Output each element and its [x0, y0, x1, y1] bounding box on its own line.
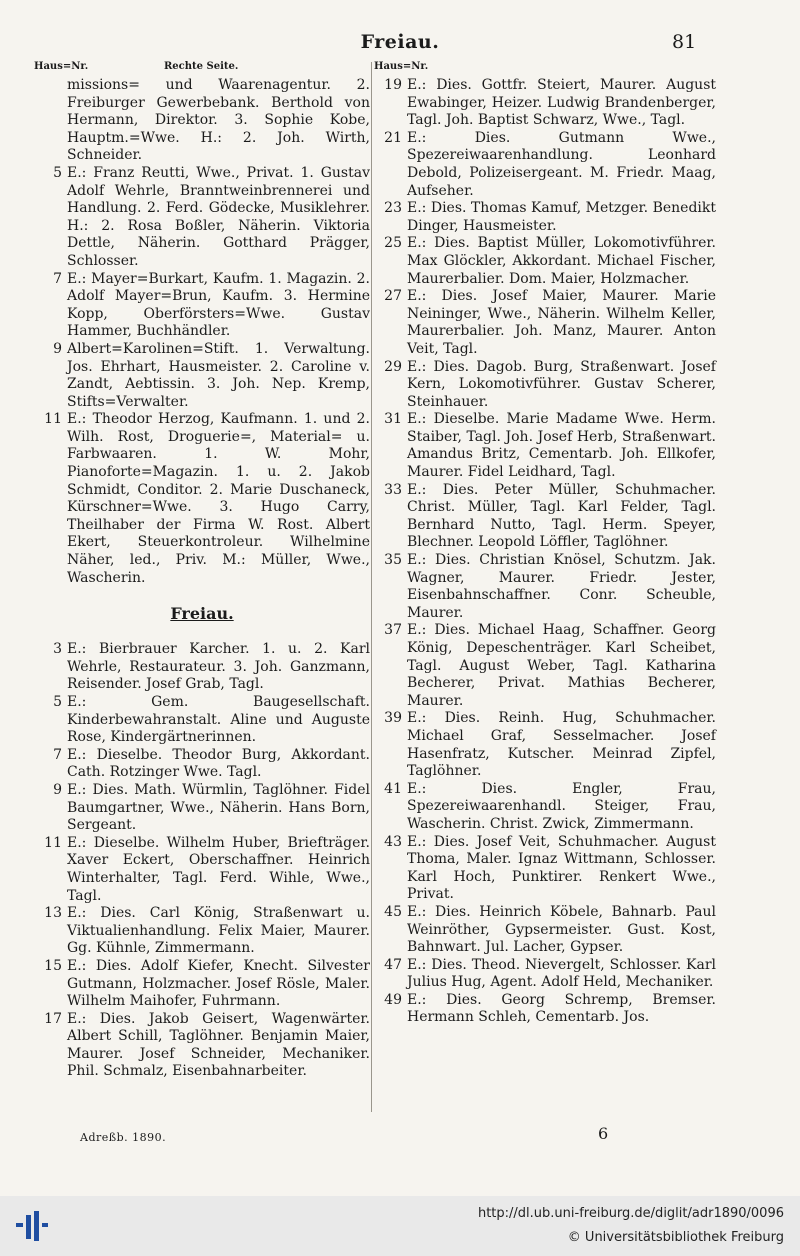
address-entry: [374, 482, 716, 552]
entry-text: E.: Dies. Josef Maier, Maurer. Marie Neininger, Wwe., Näherin. Wilhelm Keller, Maurerbalier. Joh. Manz, Maurer. Anton Veit, Tagl.: [407, 288, 716, 357]
entry-text: E.: Dies. Math. Würmlin, Taglöhner. Fidel Baumgartner, Wwe., Näherin. Hans Born, Sergeant.: [67, 781, 370, 834]
house-number: 25: [384, 235, 402, 252]
address-entry: [34, 782, 370, 835]
left-entries-bottom: [34, 641, 370, 1081]
house-number: 33: [384, 481, 402, 498]
house-number: 7: [53, 746, 62, 763]
entry-text: E.: Dies. Michael Haag, Schaffner. Georg König, Depeschenträger. Karl Scheibet, Tagl. August Weber, Tagl. Katharina Becherer, Privat. Mathias Becherer, Maurer.: [407, 622, 716, 709]
house-number-label: Haus=Nr.: [374, 61, 429, 72]
house-number: 17: [44, 1010, 62, 1027]
address-entry: [34, 77, 370, 165]
address-entry: [374, 710, 716, 780]
entry-text: E.: Dies. Gottfr. Steiert, Maurer. August Ewabinger, Heizer. Ludwig Brandenberger, Tagl. Joh. Baptist Schwarz, Wwe., Tagl.: [407, 77, 716, 129]
entry-text: E.: Dies. Engler, Frau, Spezereiwaarenhandl. Steiger, Frau, Wascherin. Christ. Zwick, Zimmermann.: [407, 780, 716, 832]
house-number: 47: [384, 956, 402, 973]
entry-text: E.: Bierbrauer Karcher. 1. u. 2. Karl Wehrle, Restaurateur. 3. Joh. Ganzmann, Reisender. Josef Grab, Tagl.: [67, 641, 370, 693]
left-column: [34, 61, 370, 1081]
address-entry: [374, 288, 716, 358]
address-entry: [34, 641, 370, 694]
entry-text: E.: Dies. Peter Müller, Schuhmacher. Christ. Müller, Tagl. Karl Felder, Tagl. Bernhard Nutto, Tagl. Herm. Speyer, Blechner. Leopold Löffler, Taglöhner.: [407, 481, 716, 551]
house-number: 41: [384, 780, 402, 797]
left-column-header: [34, 61, 370, 77]
page-number: 81: [672, 31, 697, 53]
footer-sheet-number: 6: [598, 1124, 609, 1143]
address-entry: [34, 341, 370, 411]
entry-text: E.: Dies. Gutmann Wwe., Spezereiwaarenhandlung. Leonhard Debold, Polizeisergeant. M. Friedr. Maag, Aufseher.: [407, 129, 716, 199]
entry-text: E.: Dieselbe. Theodor Burg, Akkordant. Cath. Rotzinger Wwe. Tagl.: [67, 746, 370, 781]
address-entry: [374, 957, 716, 992]
page-title: Freiau.: [360, 31, 440, 53]
house-number: 15: [44, 957, 62, 974]
house-number: 11: [44, 411, 62, 428]
entry-text: E.: Dies. Theod. Nievergelt, Schlosser. Karl Julius Hug, Agent. Adolf Held, Mechaniker.: [407, 956, 716, 991]
entry-text: E.: Dies. Reinh. Hug, Schuhmacher. Michael Graf, Sesselmacher. Josef Hasenfratz, Kutscher. Meinrad Zipfel, Taglöhner.: [407, 710, 716, 780]
entry-text: missions= und Waarenagentur. 2. Freiburger Gewerbebank. Berthold von Hermann, Direktor. 3. Sophie Kobe, Hauptm.=Wwe. H.: 2. Joh. Wirth, Schneider.: [67, 77, 370, 164]
entry-text: E.: Gem. Baugesellschaft. Kinderbewahranstalt. Aline und Auguste Rose, Kindergärtnerinnen.: [67, 694, 370, 746]
address-entry: [34, 411, 370, 587]
house-number: 23: [384, 200, 402, 217]
house-number: 7: [53, 270, 62, 287]
entry-text: E.: Dies. Dagob. Burg, Straßenwart. Josef Kern, Lokomotivführer. Gustav Scherer, Steinhauer.: [407, 358, 716, 410]
entry-text: E.: Theodor Herzog, Kaufmann. 1. und 2. Wilh. Rost, Droguerie=, Material= u. Farbwaaren. 1. W. Mohr, Pianoforte=Magazin. 1. u. 2. Jakob Schmidt, Conditor. 2. Marie Duschaneck, Kürschner=Wwe. 3. Hugo Carry, Theilhaber der Firma W. Rost. Albert Ekert, Steuerkontroleur. Wilhelmine Näher, led., Priv. M.: Müller, Wwe., Wascherin.: [67, 411, 370, 586]
house-number: 31: [384, 411, 402, 428]
ub-freiburg-logo-icon[interactable]: [14, 1209, 50, 1243]
entry-text: E.: Dies. Adolf Kiefer, Knecht. Silvester Gutmann, Holzmacher. Josef Rösle, Maler. Wilhelm Maihofer, Fuhrmann.: [67, 957, 370, 1010]
entry-text: Albert=Karolinen=Stift. 1. Verwaltung. Jos. Ehrhart, Hausmeister. 2. Caroline v. Zandt, Aebtissin. 3. Joh. Nep. Kremp, Stifts=Verwalter.: [67, 340, 370, 410]
house-number: 45: [384, 903, 402, 920]
house-number: 27: [384, 288, 402, 305]
house-number: 5: [53, 164, 62, 181]
side-label: Rechte Seite.: [164, 61, 239, 72]
address-entry: [374, 781, 716, 834]
entry-text: E.: Dies. Baptist Müller, Lokomotivführer. Max Glöckler, Akkordant. Michael Fischer, Maurerbalier. Dom. Maier, Holzmacher.: [407, 235, 716, 287]
address-entry: [374, 552, 716, 622]
address-entry: [34, 905, 370, 958]
entry-text: E.: Dies. Christian Knösel, Schutzm. Jak. Wagner, Maurer. Friedr. Jester, Eisenbahnschaffner. Conr. Scheuble, Maurer.: [407, 552, 716, 621]
house-number: 43: [384, 833, 402, 850]
address-entry: [34, 1011, 370, 1081]
house-number: 5: [53, 694, 62, 710]
entry-text: E.: Dies. Heinrich Köbele, Bahnarb. Paul Weinröther, Gypsermeister. Gust. Kost, Bahnwart. Jul. Lacher, Gypser.: [407, 903, 716, 956]
entry-text: E.: Franz Reutti, Wwe., Privat. 1. Gustav Adolf Wehrle, Branntweinbrennerei und Handlung. 2. Ferd. Gödecke, Musiklehrer. H.: 2. Rosa Boßler, Näherin. Viktoria Dettle, Näherin. Gotthard Prägger, Schlosser.: [67, 164, 370, 269]
footer-signature: Adreßb. 1890.: [80, 1131, 167, 1144]
house-number: 13: [44, 905, 62, 922]
right-entries: [374, 77, 716, 1027]
address-entry: [374, 622, 716, 710]
entry-text: E.: Dieselbe. Wilhelm Huber, Briefträger. Xaver Eckert, Oberschaffner. Heinrich Winterhalter, Tagl. Ferd. Wihle, Wwe., Tagl.: [67, 834, 370, 904]
address-entry: [374, 200, 716, 235]
address-entry: [374, 992, 716, 1027]
house-number: 37: [384, 622, 402, 639]
house-number-label: Haus=Nr.: [34, 61, 89, 72]
address-entry: [374, 834, 716, 904]
house-number: 39: [384, 710, 402, 727]
house-number: 21: [384, 129, 402, 146]
entry-text: E.: Dies. Jakob Geisert, Wagenwärter. Albert Schill, Taglöhner. Benjamin Maier, Maurer. Josef Schneider, Mechaniker. Phil. Schmalz, Eisenbahnarbeiter.: [67, 1010, 370, 1080]
entry-text: E.: Mayer=Burkart, Kaufm. 1. Magazin. 2. Adolf Mayer=Brun, Kaufm. 3. Hermine Kopp, Oberförsters=Wwe. Gustav Hammer, Buchhändler.: [67, 270, 370, 340]
permalink-url[interactable]: http://dl.ub.uni-freiburg.de/diglit/adr1890/0096: [477, 1206, 784, 1221]
left-entries-top: [34, 77, 370, 587]
viewer-footer-bar: [0, 1196, 800, 1256]
entry-text: E.: Dies. Georg Schremp, Bremser. Hermann Schleh, Cementarb. Jos.: [407, 991, 716, 1026]
house-number: 29: [384, 358, 402, 375]
address-entry: [34, 835, 370, 905]
section-title: Freiau.: [170, 604, 234, 624]
address-entry: [374, 77, 716, 130]
right-column-header: [374, 61, 716, 77]
copyright-text: © Universitätsbibliothek Freiburg: [567, 1230, 784, 1245]
entry-text: E.: Dies. Thomas Kamuf, Metzger. Benedikt Dinger, Hausmeister.: [407, 200, 716, 234]
house-number: 35: [384, 552, 402, 569]
house-number: 9: [53, 340, 62, 357]
house-number: 3: [53, 641, 62, 658]
address-entry: [374, 130, 716, 200]
address-entry: [34, 747, 370, 782]
entry-text: E.: Dies. Carl König, Straßenwart u. Viktualienhandlung. Felix Maier, Maurer. Gg. Kühnle, Zimmermann.: [67, 905, 370, 957]
address-entry: [374, 904, 716, 957]
address-entry: [374, 359, 716, 412]
address-entry: [34, 271, 370, 341]
entry-text: E.: Dieselbe. Marie Madame Wwe. Herm. Staiber, Tagl. Joh. Josef Herb, Straßenwart. Amandus Britz, Cementarb. Joh. Ellkofer, Maurer. Fidel Leidhard, Tagl.: [407, 411, 716, 481]
entry-text: E.: Dies. Josef Veit, Schuhmacher. August Thoma, Maler. Ignaz Wittmann, Schlosser. Karl Hoch, Punktirer. Renkert Wwe., Privat.: [407, 833, 716, 903]
address-entry: [34, 694, 370, 747]
address-entry: [34, 958, 370, 1011]
house-number: 49: [384, 991, 402, 1008]
address-entry: [374, 235, 716, 288]
column-divider: [371, 62, 372, 1112]
house-number: 11: [44, 834, 62, 851]
house-number: 9: [53, 781, 62, 798]
house-number: 19: [384, 77, 402, 93]
address-entry: [34, 165, 370, 271]
right-column: [374, 61, 716, 1027]
address-entry: [374, 411, 716, 481]
